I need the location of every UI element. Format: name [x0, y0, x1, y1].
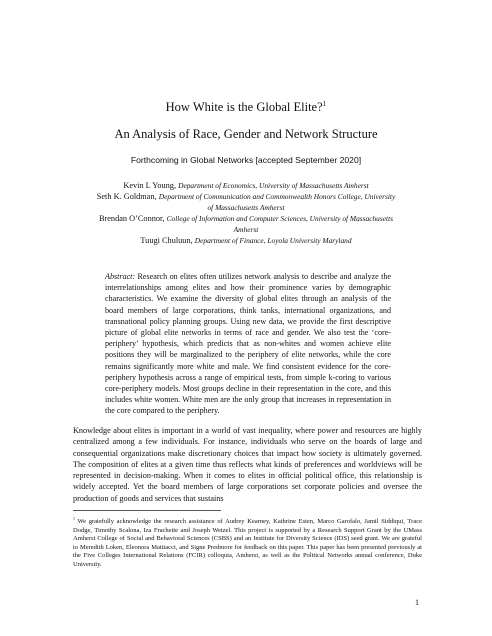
paper-title [0, 100, 492, 115]
title-footnote-mark: 1 [322, 98, 327, 108]
abstract [105, 271, 391, 417]
footnote-divider [73, 510, 221, 511]
author-entry [95, 181, 397, 191]
author-name: Kevin L Young, [123, 181, 179, 190]
author-name: Brendan O’Connor, [98, 214, 167, 224]
footnote-text: We gratefully acknowledge the research assistance of Audrey Kearney, Kathrine Esten, Marco Garofalo, Jamil Siddiqui, Trace Dodge, Timothy Scalona, Iza Frachette and Joseph Wetzel. This project is supported by a Research Support Grant by the UMass Amherst College of Social and Behavioral Sciences (CSBS) and an Institute for Diversity Science (IDS) seed grant. We are grateful to Meredith Loken, Eleonora Mattiacci, and Signe Predmore for feedback on this paper. This paper has been presented previously at the Five Colleges International Relations (FCIR) colloquia, Amherst, as well as the Political Networks annual conference, Duke University. [73, 518, 422, 568]
abstract-label: Abstract: [105, 272, 136, 281]
footnote-mark: 1 [73, 516, 75, 521]
paper-subtitle: An Analysis of Race, Gender and Network Structure [114, 127, 378, 141]
abstract-text: Research on elites often utilizes network analysis to describe and analyze the interrelationships among elites and how their prominence varies by demographic characteristics. We examine the diversity of global elites through an analysis of the board members of large corporations, think tanks, international organizations, and transnational policy planning groups. Using new data, we provide the first descriptive picture of global elite networks in terms of race and gender. We also test the ‘core-periphery’ hypothesis, which predicts that as non-whites and women achieve elite positions they will be marginalized to the periphery of elite networks, while the core remains significantly more white and male. We find consistent evidence for the core-periphery hypothesis across a range of empirical tests, from simple k-coring to various core-periphery models. Most groups decline in their representation in the core, and this includes white women. White men are the only group that increases in representation in the core compared to the periphery. [105, 272, 391, 416]
paper-title-text: How White is the Global Elite? [165, 100, 323, 114]
author-affiliation: Department of Economics, University of Massachusetts Amherst [178, 181, 369, 190]
publication-status: Forthcoming in Global Networks [accepted September 2020] [130, 155, 362, 165]
author-name: Tuugi Chuluun, [140, 236, 195, 246]
author-entry [95, 192, 397, 213]
author-affiliation: Department of Communication and Commonwealth Honors College, University of Massachusetts Amherst [158, 192, 396, 212]
author-entry [95, 214, 397, 235]
author-affiliation: College of Information and Computer Sciences, University of Massachusetts Amherst [166, 214, 394, 234]
page-number: 1 [415, 598, 419, 607]
author-affiliation: Department of Finance, Loyola University Maryland [194, 236, 352, 246]
author-name: Seth K. Goldman, [96, 192, 159, 202]
footnote [73, 518, 422, 570]
author-entry [95, 236, 397, 246]
body-paragraph: Knowledge about elites is important in a world of vast inequality, where power and resources are highly centralized among a few individuals. For instance, individuals who serve on the boards of large and consequential organizations make discretionary choices that impact how society is ultimately governed. The composition of elites at a given time thus reflects what kinds of preferences and worldviews will be represented in decision-making. When it comes to elites in official political office, this relationship is widely accepted. Yet the board members of large corporations set corporate policies and oversee the production of goods and services that sustains [73, 426, 422, 503]
author-list [95, 181, 397, 247]
